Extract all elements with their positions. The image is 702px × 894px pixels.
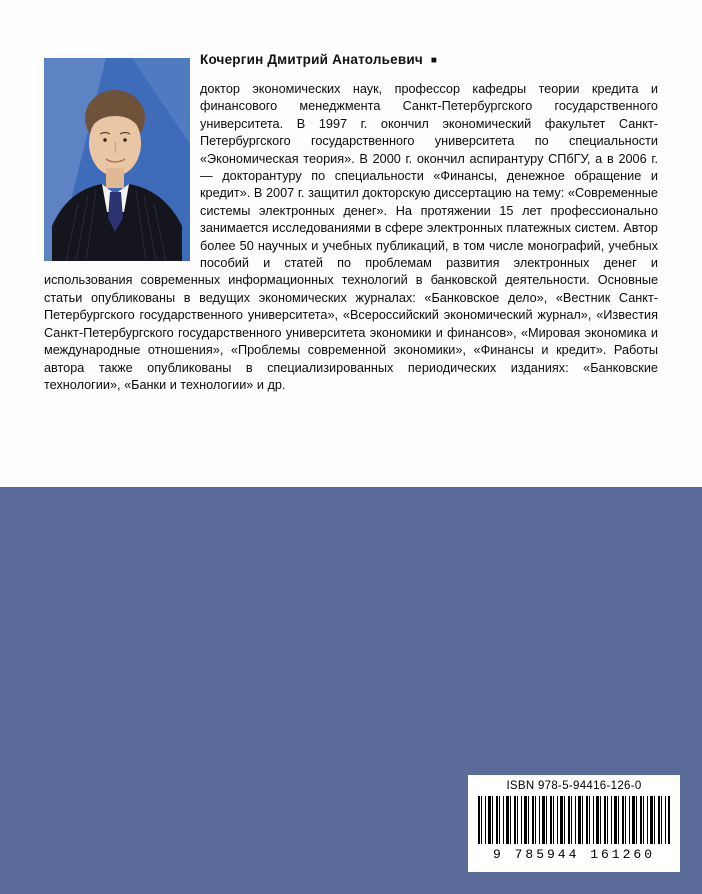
barcode-icon: [478, 796, 670, 844]
barcode-digits: 9 785944 161260: [492, 847, 656, 862]
author-name: Кочергин Дмитрий Анатольевич: [200, 52, 423, 67]
isbn-label: ISBN 978-5-94416-126-0: [506, 780, 642, 792]
author-portrait-illustration: [44, 58, 190, 261]
name-marker-square: ■: [430, 55, 438, 66]
author-bio: доктор экономических наук, профессор кафедры теории кредита и финансового менеджмента Санкт-Петербургского государственного университета. В 1997 г. окончил экономический факультет Санкт-Петербургского государственного университета по специальности «Экономическая теория». В 2000 г. окончил аспирантуру СПбГУ, а в 2006 г. — докторантуру по специальности «Финансы, денежное обращение и кредит». В 2007 г. защитил докторскую диссертацию на тему: «Современные системы электронных денег». На протяжении 15 лет профессионально занимается исследованиями в сфере электронных платежных систем. Автор более 50 научных и учебных публикаций, в том числе монографий, учебных пособий и статей по проблемам развития электронных денег и использования современных информационных технологий в банковской деятельности. Основные статьи опубликованы в ведущих экономических журналах: «Банковское дело», «Вестник Санкт-Петербургского государственного университета», «Всероссийский экономический журнал», «Известия Санкт-Петербургского государственного университета экономики и финансов», «Мировая экономика и международные отношения», «Проблемы современной экономики», «Финансы и кредит». Работы автора также опубликованы в специализированных периодических изданиях: «Банковские технологии», «Банки и технологии» и др.: [44, 82, 658, 392]
author-photo: [44, 58, 190, 261]
back-cover-blue-panel: [0, 487, 702, 894]
isbn-barcode-box: [468, 775, 680, 872]
